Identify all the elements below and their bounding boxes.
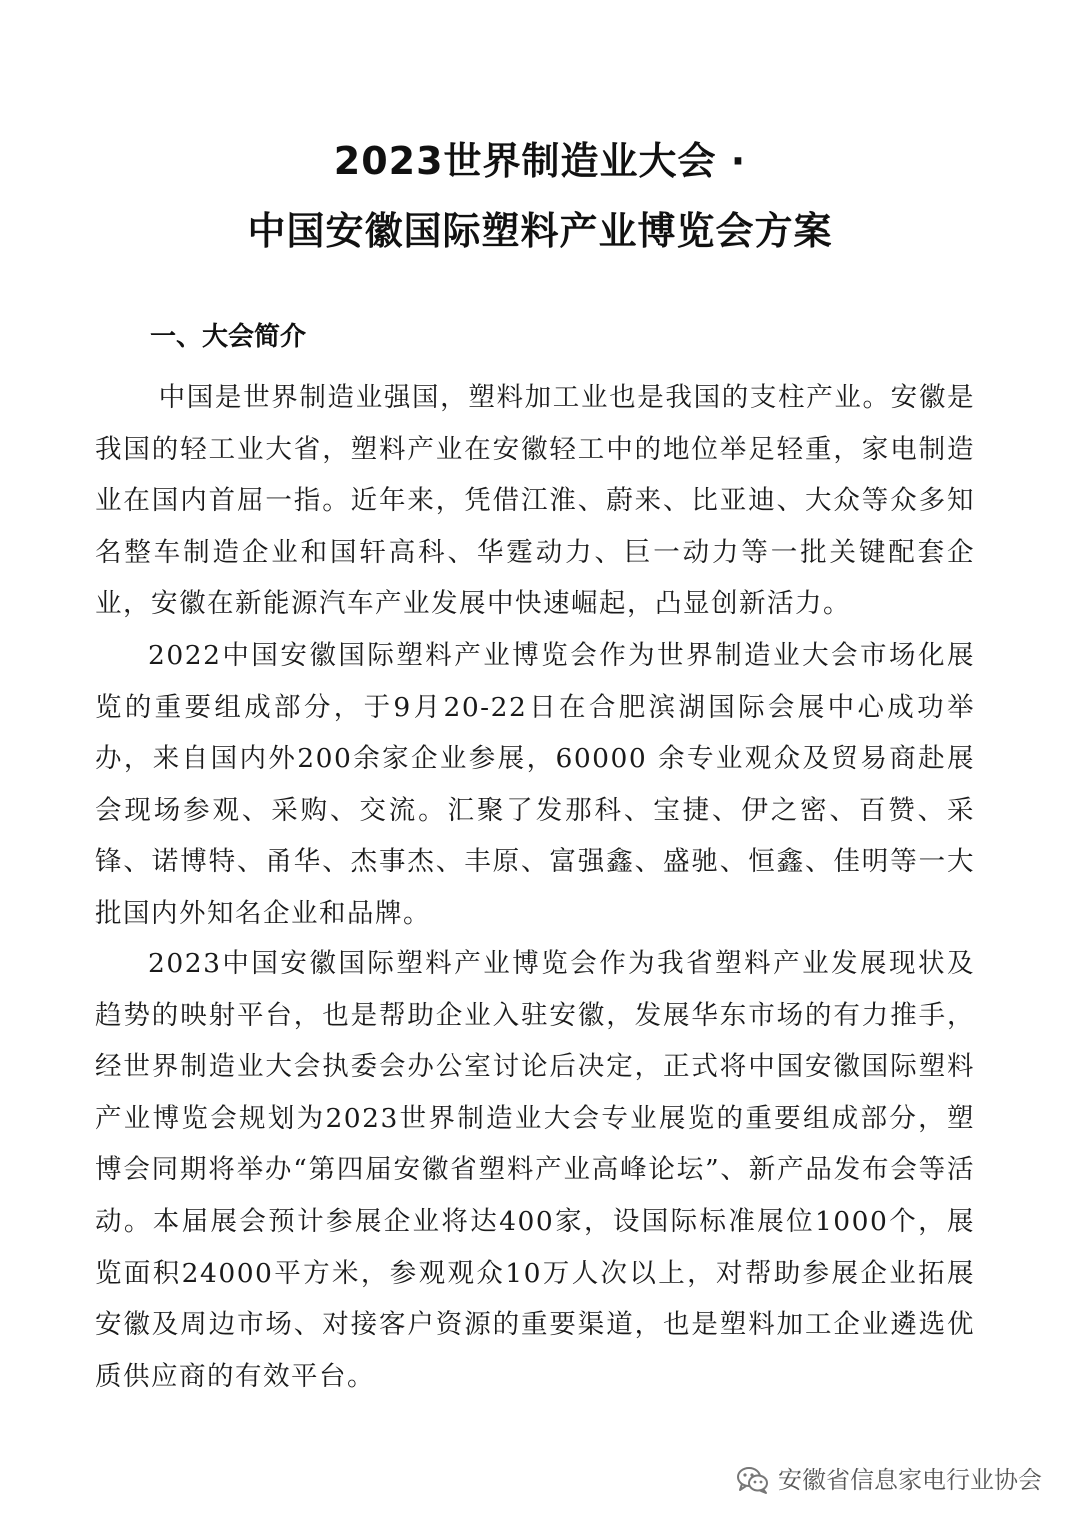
- wechat-icon: [736, 1465, 770, 1495]
- wechat-account-watermark: [736, 1462, 1042, 1498]
- title-line-1: 2023世界制造业大会 ·: [333, 139, 747, 183]
- title-line-2: 中国安徽国际塑料产业博览会方案: [247, 209, 833, 253]
- paragraph-intro: 中国是世界制造业强国，塑料加工业也是我国的支柱产业。安徽是我国的轻工业大省，塑料产业在安徽轻工中的地位举足轻重，家电制造业在国内首屈一指。近年来，凭借江淮、蔚来、比亚迪、大众等众多知名整车制造企业和国轩高科、华霆动力、巨一动力等一批关键配套企业，安徽在新能源汽车产业发展中快速崛起，凸显创新活力。: [95, 382, 975, 620]
- section-heading: 一、大会简介: [150, 322, 307, 352]
- account-name: 安徽省信息家电行业协会: [778, 1466, 1042, 1494]
- paragraph-2022-expo: 2022中国安徽国际塑料产业博览会作为世界制造业大会市场化展览的重要组成部分，于9月20-22日在合肥滨湖国际会展中心成功举办，来自国内外200余家企业参展，60000 余专业观众及贸易商赴展会现场参观、采购、交流。汇聚了发那科、宝捷、伊之密、百赞、采锋、诺博特、甬华、杰事杰、丰原、富强鑫、盛驰、恒鑫、佳明等一大批国内外知名企业和品牌。: [95, 640, 975, 929]
- paragraph-2023-expo: 2023中国安徽国际塑料产业博览会作为我省塑料产业发展现状及趋势的映射平台，也是帮助企业入驻安徽，发展华东市场的有力推手，经世界制造业大会执委会办公室讨论后决定，正式将中国安徽国际塑料产业博览会规划为2023世界制造业大会专业展览的重要组成部分，塑博会同期将举办“第四届安徽省塑料产业高峰论坛”、新产品发布会等活动。本届展会预计参展企业将达400家，设国际标准展位1000个，展览面积24000平方米，参观观众10万人次以上，对帮助参展企业拓展安徽及周边市场、对接客户资源的重要渠道，也是塑料加工企业遴选优质供应商的有效平台。: [95, 948, 975, 1392]
